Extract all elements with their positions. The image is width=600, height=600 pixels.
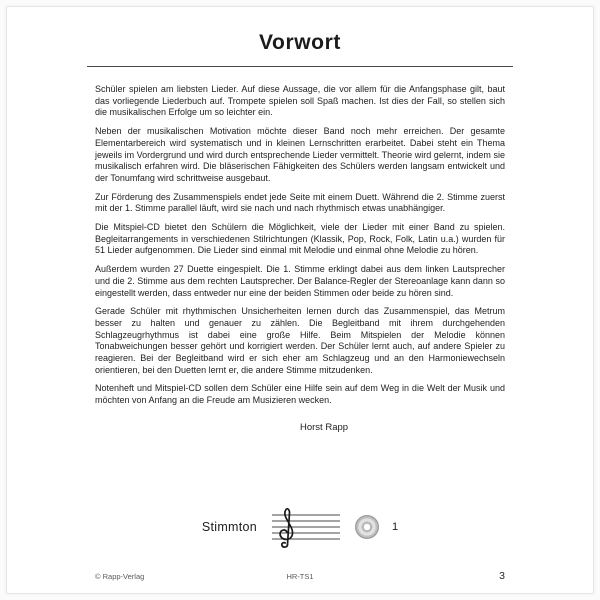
- author-signature: Horst Rapp: [300, 421, 349, 433]
- paragraph-7: Notenheft und Mitspiel-CD sollen dem Schüler eine Hilfe sein auf dem Weg in die Welt der Musik und möchten von Anfang an die Freude am Musizieren wecken.: [95, 383, 505, 406]
- cd-track-number: 1: [392, 521, 399, 533]
- title-divider: [87, 66, 513, 67]
- page-number: 3: [499, 570, 505, 582]
- page-footer: [95, 570, 505, 582]
- paragraph-2: Neben der musikalischen Motivation möchte dieser Band noch mehr erreichen. Der gesamte Elementarbereich wird systematisch und in kleinen Lernschritten erarbeitet. Dabei steht ein Thema jeweils im Vordergrund und wird durch entsprechende Lieder vermittelt. Theorie wird gelernt, indem sie musikalisch erfahren wird. Die bläserischen Fähigkeiten des Schülers werden langsam entwickelt und der Tonumfang wird schrittweise ausgebaut.: [95, 126, 505, 183]
- edition-code: HR-TS1: [286, 572, 314, 581]
- paragraph-6: Gerade Schüler mit rhythmischen Unsicherheiten lernen durch das Zusammenspiel, das Metrum besser zu halten und genauer zu zählen. Die Begleitband mit ihrem durchgehenden Schlagzeugrhythmus ist dabei eine große Hilfe. Beim Mitspielen der Melodie können Tonabweichungen besser gehört und korrigiert werden. Der Schüler lernt auch, auf andere Spieler zu reagieren. Bei der Begleitband wird er sich eher am Schlagzeug und an den Harmoniewechseln orientieren, bei den Duetten lernt er, die andere Stimme mitzudenken.: [95, 306, 505, 375]
- paragraph-5: Außerdem wurden 27 Duette eingespielt. Die 1. Stimme erklingt dabei aus dem linken Lautsprecher und die 2. Stimme aus dem rechten Lautsprecher. Der Balance-Regler der Stereoanlage kann dann so eingestellt werden, dass entweder nur eine der beiden Stimmen oder beide zu hören sind.: [95, 264, 505, 298]
- cd-icon: [355, 515, 379, 539]
- copyright: © Rapp-Verlag: [95, 572, 145, 581]
- book-page: [6, 6, 594, 594]
- page-title: Vorwort: [259, 31, 341, 54]
- paragraph-1: Schüler spielen am liebsten Lieder. Auf diese Aussage, die vor allem für die Anfangsphase gilt, baut das vorliegende Liederbuch auf. Trompete spielen soll Spaß machen. Ist dies der Fall, so stellen sich die musikalischen Erfolge um so leichter ein.: [95, 84, 505, 118]
- preface-text: [95, 84, 505, 433]
- paragraph-4: Die Mitspiel-CD bietet den Schülern die Möglichkeit, viele der Lieder mit einer Band zu spielen. Begleitarrangements in verschiedenen Stilrichtungen (Klassik, Pop, Rock, Folk, Latin u.a.) wurden für 51 Lieder aufgenommen. Die Lieder sind einmal mit Melodie und einmal ohne Melodie zu hören.: [95, 222, 505, 256]
- paragraph-3: Zur Förderung des Zusammenspiels endet jede Seite mit einem Duett. Während die 2. Stimme zuerst mit der 1. Stimme parallel läuft, wird sie nach und nach rhythmisch etwas unabhängiger.: [95, 191, 505, 214]
- music-staff: [270, 505, 342, 549]
- treble-clef-icon: [270, 505, 342, 549]
- tuning-label: Stimmton: [201, 520, 258, 534]
- tuning-note-section: [7, 505, 593, 549]
